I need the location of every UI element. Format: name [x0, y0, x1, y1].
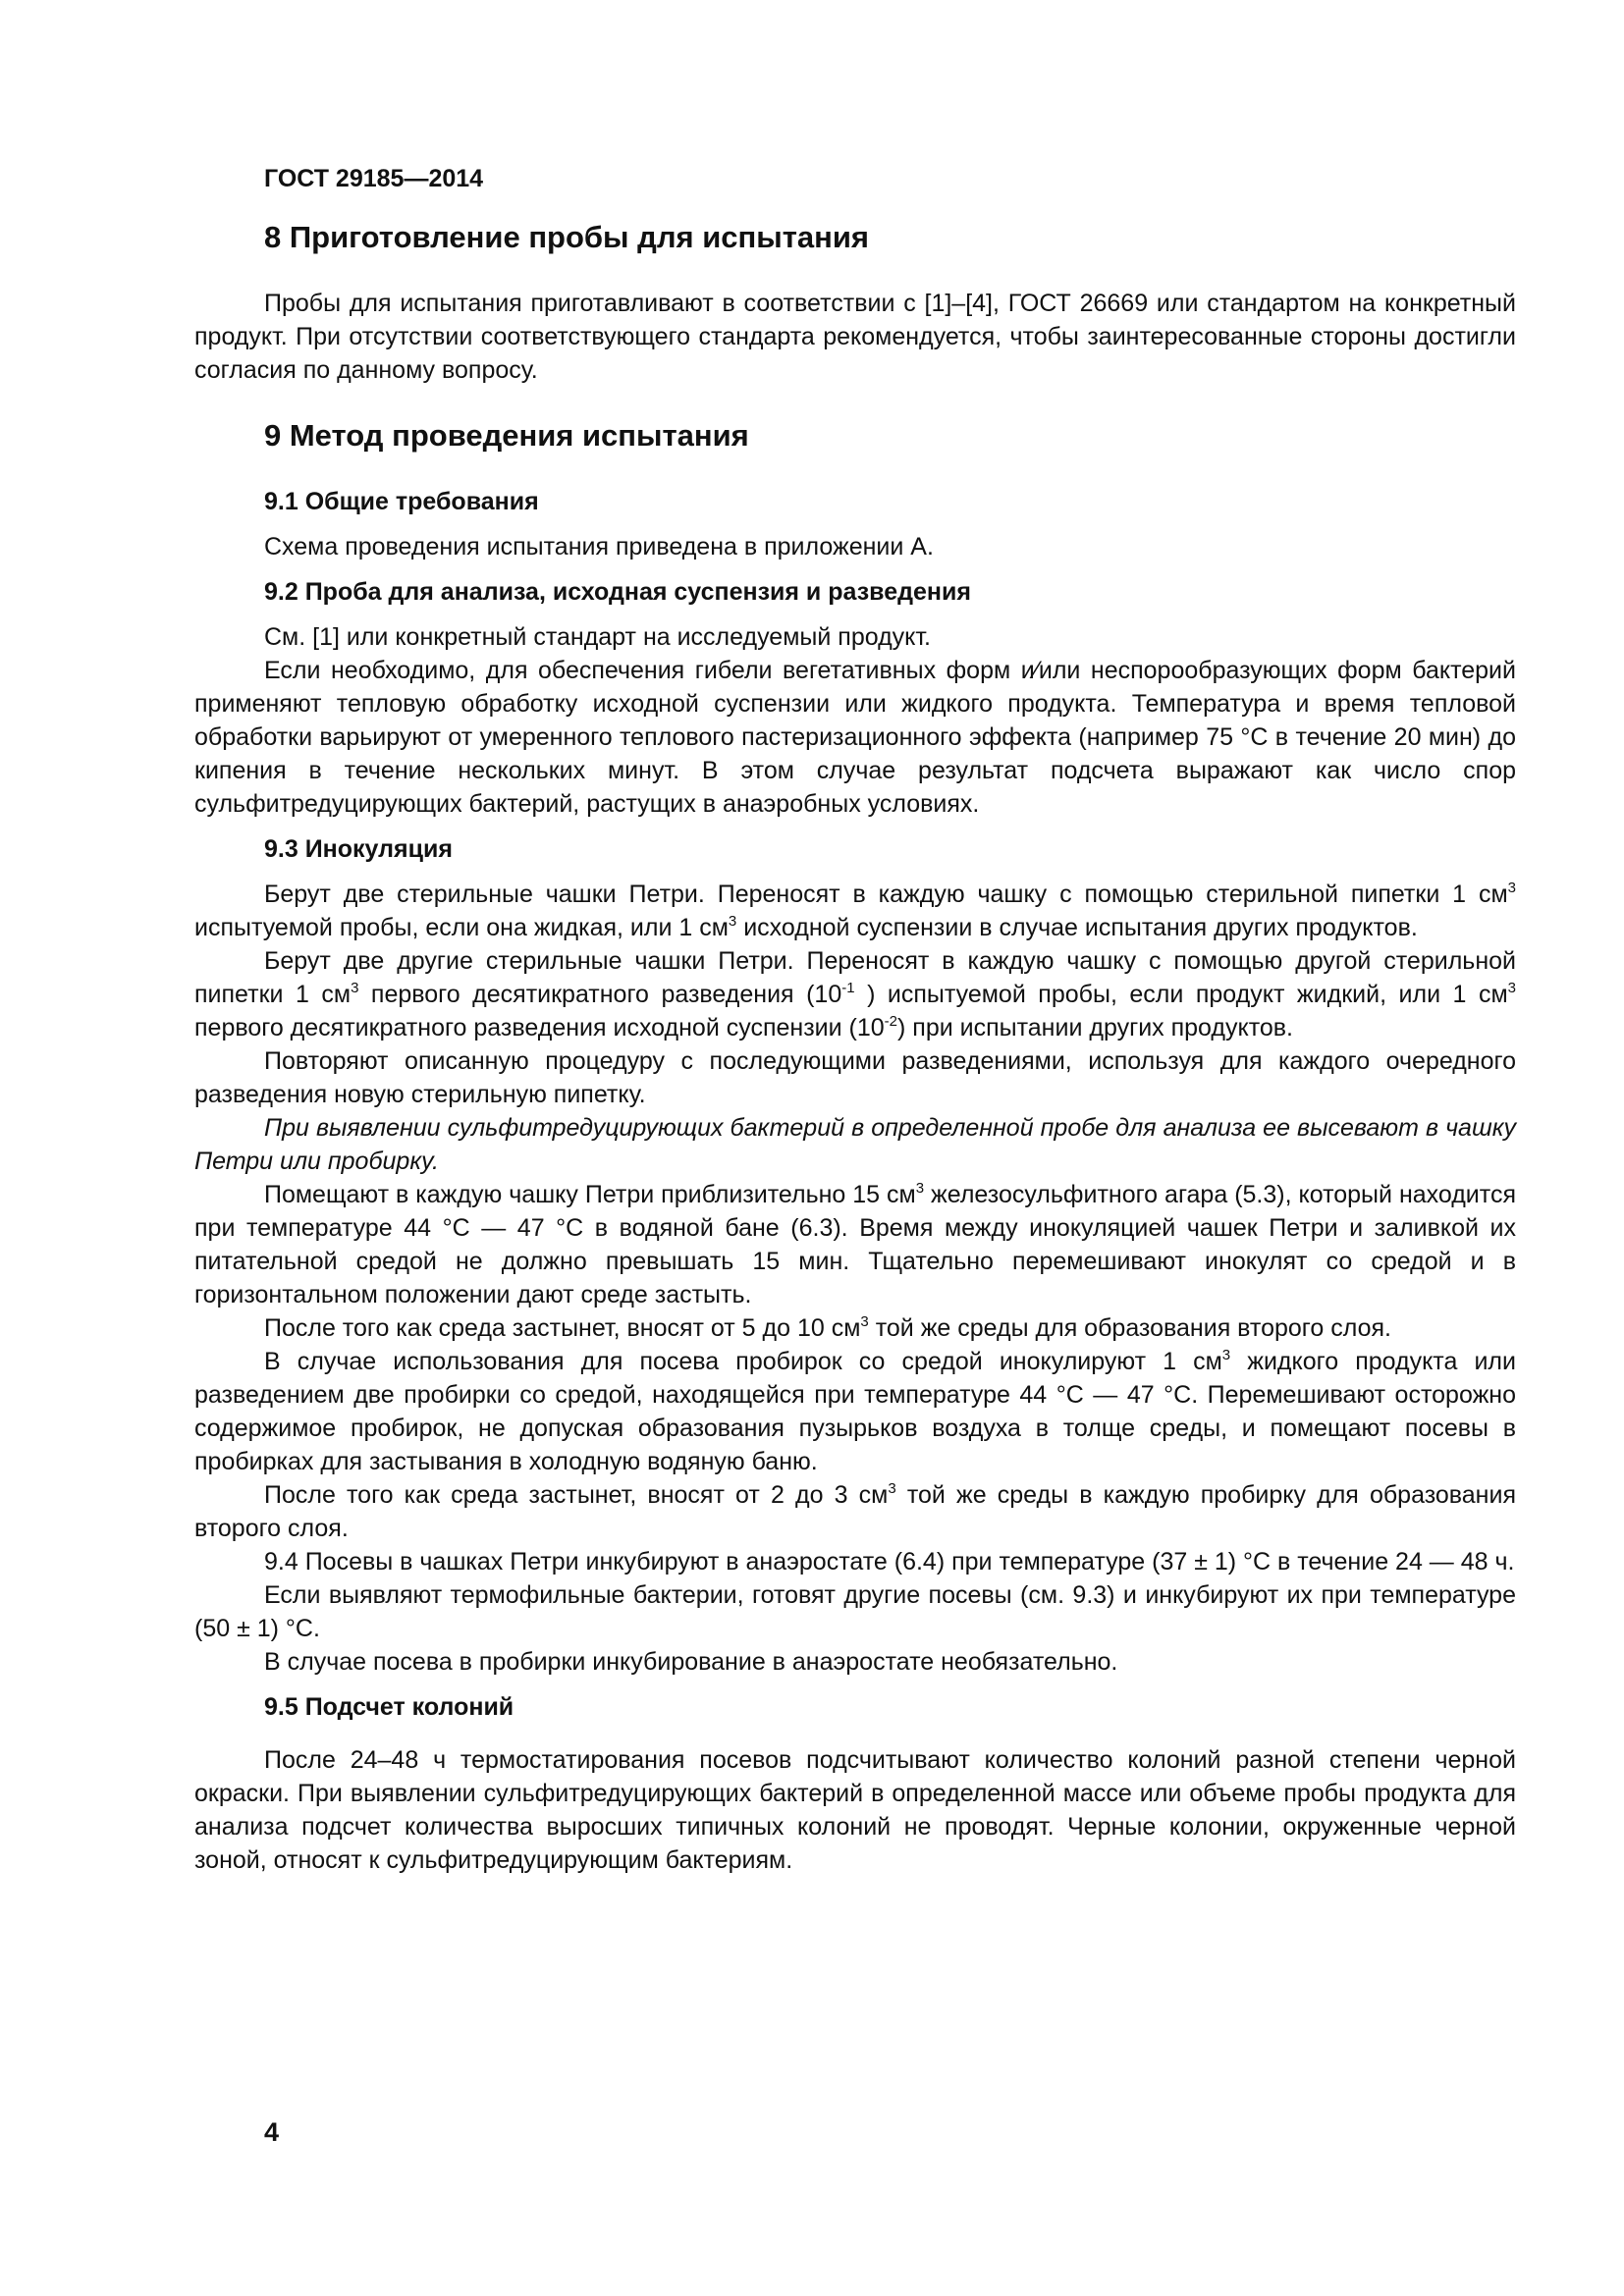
section-9-3-paragraph-3: Повторяют описанную процедуру с последующими разведениями, используя для каждого очередного разведения новую стерильную пипетку. [194, 1047, 1516, 1108]
section-9-2-paragraph-2: Если необходимо, для обеспечения гибели вегетативных форм и⁄или неспорообразующих форм бактерий применяют тепловую обработку исходной суспензии или жидкого продукта. Температура и время тепловой обработки варьируют от умеренного теплового пастеризационного эффекта (например 75 °С в течение 20 мин) до кипения в течение нескольких минут. В этом случае результат подсчета выражают как число спор сульфитредуцирующих бактерий, растущих в анаэробных условиях. [194, 657, 1516, 818]
document-header: ГОСТ 29185—2014 [264, 165, 484, 192]
section-8-paragraph: Пробы для испытания приготавливают в соответствии с [1]–[4], ГОСТ 26669 или стандартом на конкретный продукт. При отсутствии соответствующего стандарта рекомендуется, чтобы заинтересованные стороны достигли согласия по данному вопросу. [194, 290, 1516, 384]
section-9-3-italic-note: При выявлении сульфитредуцирующих бактерий в определенной пробе для анализа ее высевают в чашку Петри или пробирку. [194, 1114, 1516, 1175]
document-body [194, 218, 1516, 1877]
section-9-3-paragraph-8: После того как среда застынет, вносят от 2 до 3 $см^3$ той же среды в каждую пробирку для образования второго слоя. [194, 1480, 1516, 1542]
section-8-title: 8 Приготовление пробы для испытания [264, 220, 870, 254]
section-9-2-title: 9.2 Проба для анализа, исходная суспензия и разведения [264, 578, 971, 606]
section-9-3-paragraph-1: Берут две стерильные чашки Петри. Переносят в каждую чашку с помощью стерильной пипетки 1 $см^3$ испытуемой пробы, если она жидкая, или 1 $см^3$ исходной суспензии в случае испытания других продуктов. [194, 880, 1516, 941]
section-9-3-paragraph-6: После того как среда застынет, вносят от 5 до 10 $см^3$ той же среды для образования второго слоя. [264, 1313, 1391, 1342]
section-9-4-paragraph-1: 9.4 Посевы в чашках Петри инкубируют в анаэростате (6.4) при температуре (37 ± 1) °С в течение 24 — 48 ч. [264, 1548, 1515, 1575]
page-number: 4 [264, 2117, 280, 2147]
section-9-4-paragraph-3: В случае посева в пробирки инкубирование в анаэростате необязательно. [264, 1648, 1118, 1676]
section-9-1-title: 9.1 Общие требования [264, 488, 539, 515]
section-9-3-paragraph-2: Берут две другие стерильные чашки Петри. Переносят в каждую чашку с помощью другой стерильной пипетки 1 $см^3$ первого десятикратного разведения ($10^{-1}$ ) испытуемой пробы, если продукт жидкий, или 1 $см^3$ первого десятикратного разведения исходной суспензии $(10^{-2})$ при испытании других продуктов. [194, 947, 1516, 1041]
section-9-2-paragraph-1: См. [1] или конкретный стандарт на исследуемый продукт. [264, 623, 932, 651]
section-9-3-title: 9.3 Инокуляция [264, 835, 453, 863]
section-9-5-paragraph: После 24–48 ч термостатирования посевов подсчитывают количество колоний разной степени черной окраски. При выявлении сульфитредуцирующих бактерий в определенной массе или объеме пробы продукта для анализа подсчет количества выросших типичных колоний не проводят. Черные колонии, окруженные черной зоной, относят к сульфитредуцирующим бактериям. [194, 1746, 1516, 1874]
section-9-title: 9 Метод проведения испытания [264, 418, 749, 453]
section-9-3-paragraph-5: Помещают в каждую чашку Петри приблизительно 15 $см^3$ железосульфитного агара (5.3), который находится при температуре 44 °С — 47 °С в водяной бане (6.3). Время между инокуляцией чашек Петри и заливкой их питательной средой не должно превышать 15 мин. Тщательно перемешивают инокулят со средой и в горизонтальном положении дают среде застыть. [194, 1180, 1516, 1308]
section-9-1-paragraph: Схема проведения испытания приведена в приложении А. [264, 533, 934, 561]
section-9-3-paragraph-7: В случае использования для посева пробирок со средой инокулируют 1 $см^3$ жидкого продукта или разведением две пробирки со средой, находящейся при температуре 44 °С — 47 °С. Перемешивают осторожно содержимое пробирок, не допуская образования пузырьков воздуха в толще среды, и помещают посевы в пробирках для застывания в холодную водяную баню. [194, 1347, 1516, 1475]
section-9-5-title: 9.5 Подсчет колоний [264, 1693, 514, 1721]
section-9-4-paragraph-2: Если выявляют термофильные бактерии, готовят другие посевы (см. 9.3) и инкубируют их при температуре (50 ± 1) °С. [194, 1581, 1516, 1642]
